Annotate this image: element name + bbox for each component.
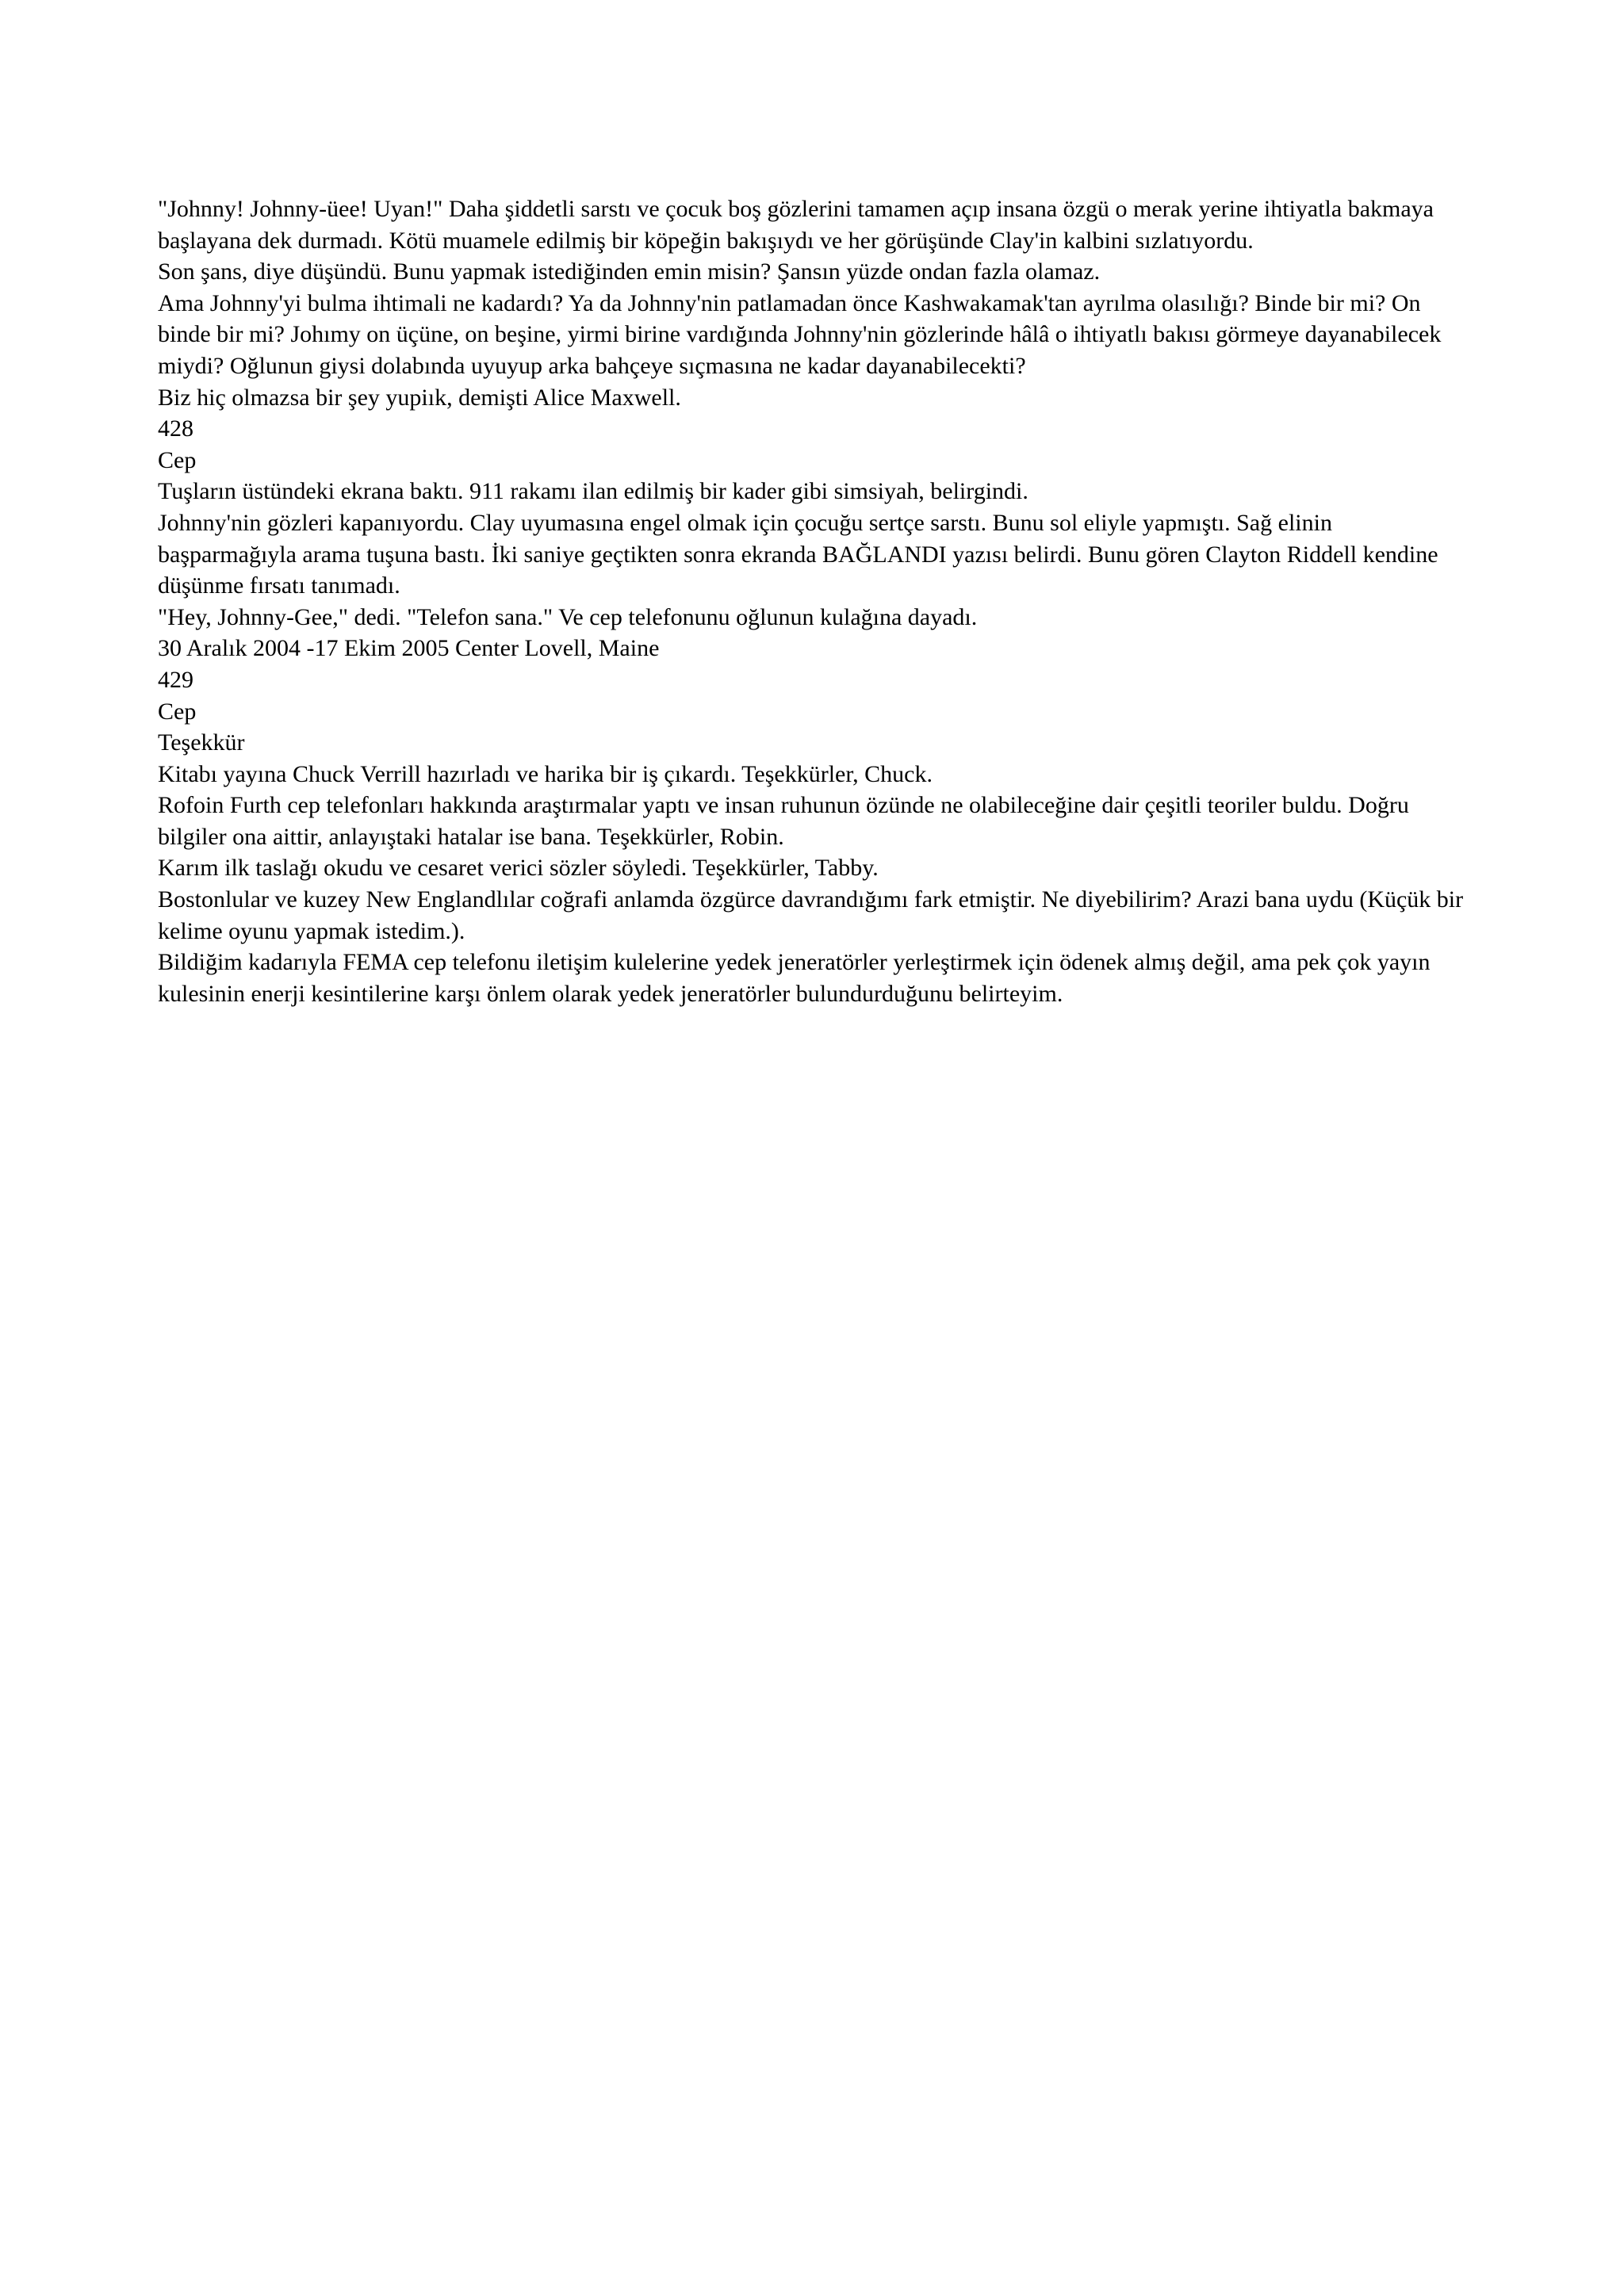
paragraph-alice-quote: Biz hiç olmazsa bir şey yupiık, demişti Alice Maxwell. [158,384,681,411]
paragraph-thanks-chuck: Kitabı yayına Chuck Verrill hazırladı ve harika bir iş çıkardı. Teşekkürler, Chuck. [158,760,933,787]
paragraph-911-screen: Tuşların üstündeki ekrana baktı. 911 rakamı ilan edilmiş bir kader gibi simsiyah, belirgindi. [158,478,1028,505]
paragraph-fema: Bildiğim kadarıyla FEMA cep telefonu iletişim kulelerine yedek jeneratörler yerleştirmek için ödenek almış değil, ama pek çok yayın kulesinin enerji kesintilerine karşı önlem olarak yedek jeneratörler bulundurduğunu belirteyim. [158,949,1431,1007]
paragraph-connected: Johnny'nin gözleri kapanıyordu. Clay uyumasına engel olmak için çocuğu sertçe sarstı. Bunu sol eliyle yapmıştı. Sağ elinin başparmağıyla arama tuşuna bastı. İki saniye geçtikten sonra ekranda BAĞLANDI yazısı belirdi. Bunu gören Clayton Riddell kendine düşünme fırsatı tanımadı. [158,509,1438,599]
paragraph-last-chance: Son şans, diye düşündü. Bunu yapmak istediğinden emin misin? Şansın yüzde ondan fazla olamaz. [158,258,1101,285]
running-header-cep: Cep [158,446,197,473]
paragraph-odds: Ama Johnny'yi bulma ihtimali ne kadardı? Ya da Johnny'nin patlamadan önce Kashwakamak'tan ayrılma olasılığı? Binde bir mi? On binde bir mi? Johımy on üçüne, on beşine, yirmi birine vardığında Johnny'nin gözlerinde hâlâ o ihtiyatlı bakısı görmeye dayanabilecek miydi? Oğlunun giysi dolabında uyuyup arka bahçeye sıçmasına ne kadar dayanabilecekti? [158,289,1442,379]
paragraph-johnny-wake: "Johnny! Johnny-üee! Uyan!" Daha şiddetli sarstı ve çocuk boş gözlerini tamamen açıp insana özgü o merak yerine ihtiyatla bakmaya başlayana dek durmadı. Kötü muamele edilmiş bir köpeğin bakışıydı ve her görüşünde Clay'in kalbini sızlatıyordu. [158,196,1434,254]
page-number-428: 428 [158,415,193,442]
paragraph-thanks-tabby: Karım ilk taslağı okudu ve cesaret verici sözler söyledi. Teşekkürler, Tabby. [158,855,879,882]
paragraph-geography: Bostonlular ve kuzey New Englandlılar coğrafi anlamda özgürce davrandığımı fark etmiştir. Ne diyebilirim? Arazi bana uydu (Küçük bir kelime oyunu yapmak istedim.). [158,886,1464,944]
page-text-body [158,193,1474,1009]
dateline: 30 Aralık 2004 -17 Ekim 2005 Center Lovell, Maine [158,635,660,662]
paragraph-phone-for-you: "Hey, Johnny-Gee," dedi. "Telefon sana." Ve cep telefonunu oğlunun kulağına dayadı. [158,603,978,630]
running-header-cep-2: Cep [158,698,197,725]
acknowledgements-heading: Teşekkür [158,729,245,756]
paragraph-thanks-robin: Rofoin Furth cep telefonları hakkında araştırmalar yaptı ve insan ruhunun özünde ne olabileceğine dair çeşitli teoriler buldu. Doğru bilgiler ona aittir, anlayıştaki hatalar ise bana. Teşekkürler, Robin. [158,792,1409,850]
page-number-429: 429 [158,666,193,693]
